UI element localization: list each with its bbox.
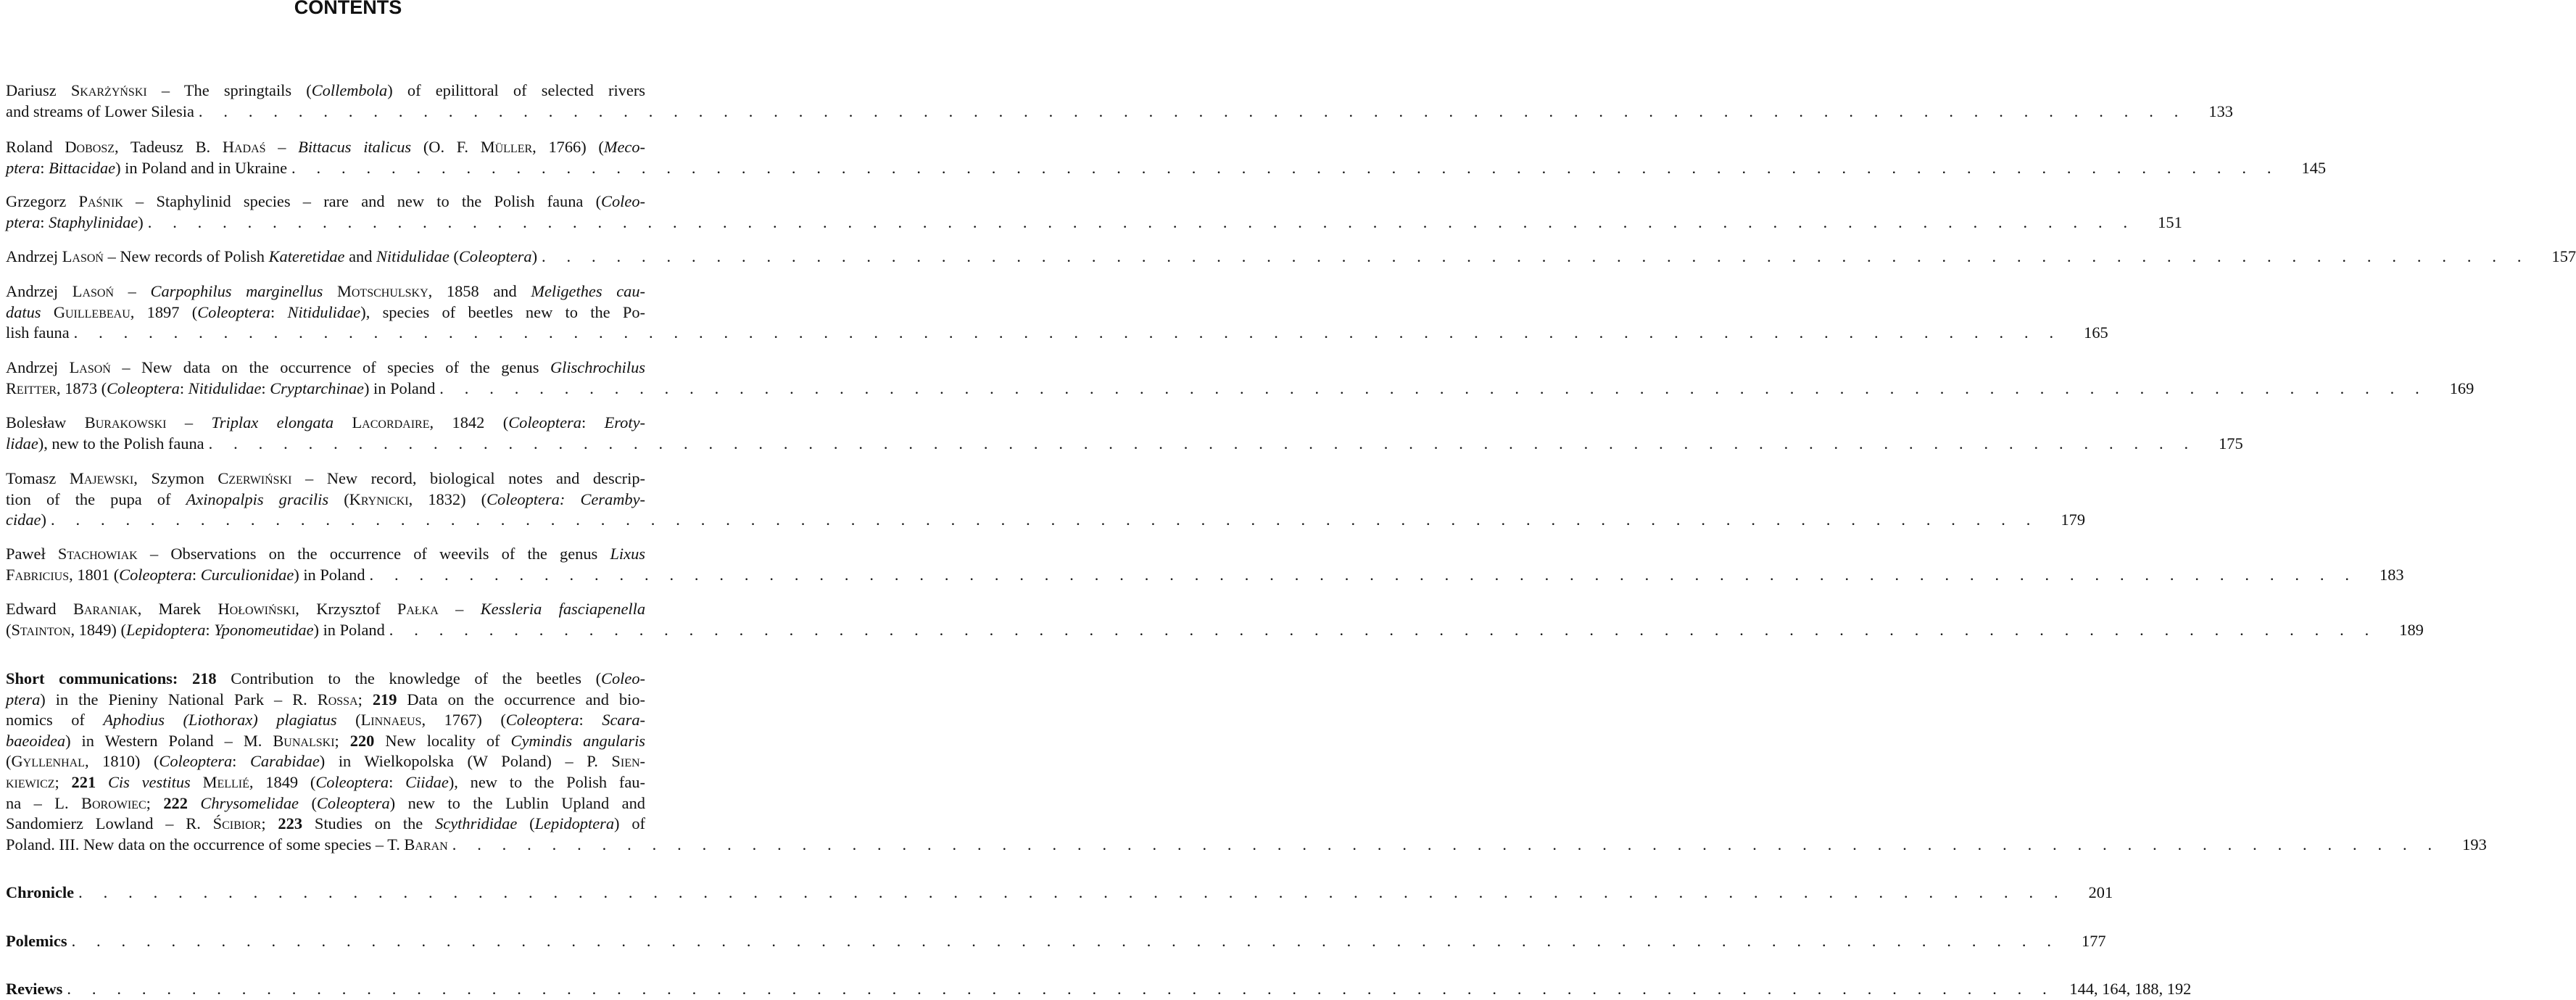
author-name: Rossa xyxy=(317,690,358,708)
author-name: Baran xyxy=(404,835,448,854)
bold-text: Chronicle xyxy=(6,883,75,901)
entry-last-line xyxy=(6,565,2404,586)
bold-text: 222 xyxy=(163,793,188,812)
author-name: Pałka xyxy=(397,600,439,618)
toc-entry[interactable] xyxy=(6,931,2106,952)
entry-text xyxy=(6,102,194,123)
author-name: Müller xyxy=(480,138,533,156)
page-number: 179 xyxy=(2061,511,2086,529)
entry-text: ), new to the Polish fau- xyxy=(448,772,645,791)
author-name: Hadaś xyxy=(222,138,266,156)
entry-last-line xyxy=(6,158,2327,179)
entry-text: – xyxy=(166,413,212,431)
taxon-text: Nitidulidae xyxy=(376,247,450,265)
taxon-text: Coleoptera xyxy=(107,379,180,397)
entry-text: , Krzysztof xyxy=(295,600,397,618)
page-number: 133 xyxy=(2208,102,2233,120)
entry-text: ( xyxy=(6,620,12,639)
author-name: Lasoń xyxy=(72,282,115,300)
taxon-text: Coleoptera xyxy=(458,247,532,265)
entry-text: lish fauna xyxy=(6,323,70,342)
entry-text: tion of the pupa of xyxy=(6,489,186,508)
entry-text xyxy=(6,434,204,455)
page-number: 201 xyxy=(2088,883,2113,901)
entry-text: , Marek xyxy=(137,600,218,618)
author-name: Burakowski xyxy=(84,413,167,431)
author-name: Baraniak xyxy=(73,600,138,618)
dot-leader: . . . . . . . . . . . . . . . . . . . . . . . . . . . . . . . . . . . . . . . . . . . . . . . . . . . . . . . . . . . . . . . . . . . . . . . . . . . . . . . . xyxy=(542,247,2530,265)
author-name: Dobosz xyxy=(65,138,115,156)
taxon-text: Ciidae xyxy=(405,772,449,791)
entry-text: Data on the occurrence and bio- xyxy=(397,690,645,708)
taxon-text: Coleoptera xyxy=(197,302,270,321)
entry-text: and xyxy=(344,247,376,265)
entry-text xyxy=(188,794,200,812)
taxon-text: Coleoptera xyxy=(119,565,192,584)
entry-text: ( xyxy=(328,489,349,508)
entry-text: Paweł xyxy=(6,545,58,563)
dot-leader: . . . . . . . . . . . . . . . . . . . . . . . . . . . . . . . . . . . . . . . . . . . . . . . . . . . . . . . . . . . . . . . . . . . . . . . . . . . . . . . . xyxy=(73,323,2062,342)
entry-text: : xyxy=(579,711,602,730)
entry-text: , Tadeusz B. xyxy=(115,138,223,156)
dot-leader: . . . . . . . . . . . . . . . . . . . . . . . . . . . . . . . . . . . . . . . . . . . . . . . . . . . . . . . . . . . . . . . . . . . . . . . . . . . . . . . . xyxy=(78,883,2067,901)
entry-last-line xyxy=(6,247,2576,268)
taxon-text: Carabidae xyxy=(249,752,320,771)
taxon-text: Collembola xyxy=(311,81,388,99)
bold-text: Reviews xyxy=(6,980,63,998)
toc-entry[interactable] xyxy=(6,247,2576,268)
taxon-text: Bittacus italicus xyxy=(298,138,412,156)
entry-text xyxy=(6,883,74,904)
page-number: 189 xyxy=(2399,620,2424,639)
author-name: Skarżyński xyxy=(70,81,147,99)
entry-text: , 1767) ( xyxy=(421,711,506,730)
entry-text: and streams of Lower Silesia xyxy=(6,102,194,120)
entry-text: Roland xyxy=(6,138,65,156)
author-name: Czerwiński xyxy=(218,469,292,487)
dot-leader: . . . . . . . . . . . . . . . . . . . . . . . . . . . . . . . . . . . . . . . . . . . . . . . . . . . . . . . . . . . . . . . . . . . . . . . . . . . . . . . . xyxy=(147,212,2136,231)
entry-text xyxy=(6,931,67,952)
toc-entry[interactable] xyxy=(6,358,2474,399)
toc-entry[interactable] xyxy=(6,413,2243,454)
toc-entry[interactable] xyxy=(6,544,2404,585)
entry-text: – xyxy=(114,282,151,300)
bold-text: 220 xyxy=(349,731,375,750)
entry-last-line xyxy=(6,102,2233,123)
dot-leader: . . . . . . . . . . . . . . . . . . . . . . . . . . . . . . . . . . . . . . . . . . . . . . . . . . . . . . . . . . . . . . . . . . . . . . . . . . . . . . . . xyxy=(452,835,2440,854)
entry-text: , 1766) ( xyxy=(532,138,604,156)
page-number: 157 xyxy=(2551,247,2576,265)
author-name: Ścibior xyxy=(212,814,262,833)
entry-text: Andrzej xyxy=(6,358,70,376)
entry-line xyxy=(6,80,645,102)
taxon-text: lidae xyxy=(6,434,38,453)
entry-text: ) in the Pieniny National Park – R. xyxy=(40,690,318,708)
entry-text: ) in Western Poland – M. xyxy=(65,731,273,750)
entry-text: ( xyxy=(517,814,535,833)
entry-text xyxy=(6,620,385,641)
author-name: Reitter xyxy=(6,379,57,397)
entry-text: – New record, biological notes and descrip- xyxy=(291,469,646,487)
entry-text xyxy=(6,247,537,268)
entry-text xyxy=(6,323,70,344)
taxon-text: Scythrididae xyxy=(435,814,518,833)
taxon-text: ptera xyxy=(6,158,41,177)
entry-text: – Observations on the occurrence of weevils of the genus xyxy=(137,545,610,563)
taxon-text: Coleoptera xyxy=(316,793,390,812)
entry-last-line xyxy=(6,379,2474,400)
dot-leader: . . . . . . . . . . . . . . . . . . . . . . . . . . . . . . . . . . . . . . . . . . . . . . . . . . . . . . . . . . . . . . . . . . . . . . . . . . . . . . . . xyxy=(71,932,2060,950)
taxon-text: ptera xyxy=(6,212,41,231)
entry-text: ) in Poland and in Ukraine xyxy=(115,158,288,177)
entry-line xyxy=(6,468,645,489)
author-name: Linnaeus xyxy=(360,711,422,730)
dot-leader: . . . . . . . . . . . . . . . . . . . . . . . . . . . . . . . . . . . . . . . . . . . . . . . . . . . . . . . . . . . . . . . . . . . . . . . . . . . . . . . . xyxy=(439,379,2428,397)
entry-text: Dariusz xyxy=(6,81,71,99)
entry-text: ; xyxy=(334,731,350,750)
toc-entry[interactable] xyxy=(6,883,2113,904)
page-number: 145 xyxy=(2301,158,2327,177)
author-name: Stainton xyxy=(11,620,71,639)
entry-text: ) in Poland xyxy=(364,379,436,397)
entry-text: ), new to the Polish fauna xyxy=(38,434,204,453)
author-name: Hołowiński xyxy=(218,600,296,618)
entry-text: na – L. xyxy=(6,793,82,812)
toc-entry[interactable] xyxy=(6,137,2327,178)
entry-text xyxy=(191,773,203,791)
entry-last-line xyxy=(6,212,2182,234)
entry-text: Andrzej xyxy=(6,247,62,265)
author-name: Fabricius xyxy=(6,565,70,584)
dot-leader: . . . . . . . . . . . . . . . . . . . . . . . . . . . . . . . . . . . . . . . . . . . . . . . . . . . . . . . . . . . . . . . . . . . . . . . . . . . . . . . . xyxy=(67,980,2055,998)
dot-leader: . . . . . . . . . . . . . . . . . . . . . . . . . . . . . . . . . . . . . . . . . . . . . . . . . . . . . . . . . . . . . . . . . . . . . . . . . . . . . . . . xyxy=(198,102,2187,120)
entry-text: , 1842 ( xyxy=(429,413,509,431)
entry-text: ), species of beetles new to the Po- xyxy=(360,302,645,321)
entry-text: ( xyxy=(6,752,12,771)
taxon-text: Cis vestitus xyxy=(107,772,191,791)
taxon-text: Coleo- xyxy=(601,192,645,210)
entry-line xyxy=(6,751,645,772)
entry-text: : xyxy=(270,302,288,321)
taxon-text: Yponomeutidae xyxy=(214,620,314,639)
taxon-text: Kessleria fasciapenella xyxy=(480,600,646,618)
author-name: kiewicz xyxy=(6,772,55,791)
entry-text: , 1801 ( xyxy=(69,565,120,584)
entry-last-line xyxy=(6,931,2106,952)
entry-text: : xyxy=(40,158,49,177)
entry-last-line xyxy=(6,434,2243,455)
taxon-text: Chrysomelidae xyxy=(200,793,299,812)
entry-line xyxy=(6,814,645,835)
entry-text: – New records of Polish xyxy=(103,247,269,265)
taxon-text: Meligethes cau- xyxy=(531,282,645,300)
taxon-text: Kateretidae xyxy=(268,247,345,265)
entry-last-line xyxy=(6,323,2108,344)
author-name: Paśnik xyxy=(78,192,123,210)
taxon-text: cidae xyxy=(6,511,41,529)
entry-text: ; xyxy=(357,690,373,708)
entry-text: Andrzej xyxy=(6,282,73,300)
entry-line xyxy=(6,413,645,434)
entry-text: ( xyxy=(336,711,361,730)
entry-text: – New data on the occurrence of species of the genus xyxy=(110,358,550,376)
entry-text: ) in Poland xyxy=(294,565,365,584)
dot-leader: . . . . . . . . . . . . . . . . . . . . . . . . . . . . . . . . . . . . . . . . . . . . . . . . . . . . . . . . . . . . . . . . . . . . . . . . . . . . . . . . xyxy=(369,565,2358,584)
entry-line xyxy=(6,358,645,379)
entry-text xyxy=(6,565,365,586)
entry-text: ( xyxy=(298,793,317,812)
entry-last-line xyxy=(6,979,2192,1000)
entry-line xyxy=(6,281,645,302)
entry-text: – Staphylinid species – rare and new to the Polish fauna ( xyxy=(123,192,602,210)
entry-line xyxy=(6,191,645,212)
entry-text: Edward xyxy=(6,600,73,618)
entry-text: : xyxy=(261,379,270,397)
author-name: Stachowiak xyxy=(57,545,138,563)
entry-text: : xyxy=(581,413,605,431)
bold-text: Polemics xyxy=(6,932,67,950)
taxon-text: Staphylinidae xyxy=(49,212,138,231)
taxon-text: Bittacidae xyxy=(49,158,116,177)
entry-text: Sandomierz Lowland – R. xyxy=(6,814,213,833)
taxon-text: Meco- xyxy=(603,138,646,156)
taxon-text: Aphodius (Liothorax) plagiatus xyxy=(103,711,337,730)
taxon-text: Coleoptera xyxy=(315,772,389,791)
entry-text: : xyxy=(232,752,250,771)
entry-text xyxy=(334,413,352,431)
entry-text xyxy=(6,510,46,531)
entry-text: (O. F. xyxy=(411,138,481,156)
entry-text: , 1858 and xyxy=(428,282,531,300)
entry-text: nomics of xyxy=(6,711,104,730)
entry-text xyxy=(6,979,62,1000)
toc-entry[interactable] xyxy=(6,191,2182,233)
entry-text: , 1849 ( xyxy=(249,772,316,791)
author-name: Borowiec xyxy=(81,793,146,812)
author-name: Majewski xyxy=(69,469,134,487)
toc-entry[interactable] xyxy=(6,979,2192,1000)
entry-text: ) new to the Lublin Upland and xyxy=(389,793,645,812)
entry-text: ) in Wielkopolska (W Poland) – P. xyxy=(319,752,612,771)
entry-text: ) in Poland xyxy=(313,620,385,639)
entry-line xyxy=(6,710,645,731)
page-title: CONTENTS xyxy=(294,0,402,18)
taxon-text: datus xyxy=(6,302,41,321)
author-name: Lasoń xyxy=(62,247,104,265)
bold-text: 223 xyxy=(278,814,303,833)
entry-text: Poland. III. New data on the occurrence of some species – T. xyxy=(6,835,405,854)
taxon-text: Scara- xyxy=(602,711,645,730)
entry-last-line xyxy=(6,510,2086,531)
page-number: 183 xyxy=(2380,565,2404,584)
entry-text xyxy=(96,773,108,791)
page-number: 165 xyxy=(2084,323,2108,342)
taxon-text: Axinopalpis gracilis xyxy=(186,489,329,508)
entry-line xyxy=(6,544,645,565)
taxon-text: Coleoptera xyxy=(508,413,581,431)
entry-text: ) xyxy=(138,212,144,231)
page-number: 169 xyxy=(2449,379,2474,397)
taxon-text: ptera xyxy=(6,690,41,708)
entry-text: ) of epilittoral of selected rivers xyxy=(387,81,645,99)
taxon-text: Eroty- xyxy=(604,413,645,431)
entry-text: , 1897 ( xyxy=(130,302,198,321)
dot-leader: . . . . . . . . . . . . . . . . . . . . . . . . . . . . . . . . . . . . . . . . . . . . . . . . . . . . . . . . . . . . . . . . . . . . . . . . . . . . . . . . xyxy=(291,158,2280,177)
taxon-text: Lepidoptera xyxy=(534,814,615,833)
toc-entry[interactable] xyxy=(6,468,2086,531)
taxon-text: Curculionidae xyxy=(200,565,294,584)
dot-leader: . . . . . . . . . . . . . . . . . . . . . . . . . . . . . . . . . . . . . . . . . . . . . . . . . . . . . . . . . . . . . . . . . . . . . . . . . . . . . . . . xyxy=(50,511,2039,529)
author-name: Lasoń xyxy=(69,358,111,376)
entry-text xyxy=(6,158,287,179)
entry-text: , 1832) ( xyxy=(408,489,487,508)
entry-text: Grzegorz xyxy=(6,192,79,210)
entry-text: : xyxy=(389,772,406,791)
entry-last-line xyxy=(6,620,2424,641)
entry-text xyxy=(6,379,435,400)
dot-leader: . . . . . . . . . . . . . . . . . . . . . . . . . . . . . . . . . . . . . . . . . . . . . . . . . . . . . . . . . . . . . . . . . . . . . . . . . . . . . . . . xyxy=(389,620,2377,639)
entry-text: ; xyxy=(54,772,72,791)
entry-text xyxy=(323,282,337,300)
entry-line xyxy=(6,302,645,323)
author-name: Krynicki xyxy=(349,489,409,508)
entry-line xyxy=(6,137,645,158)
entry-text: Studies on the xyxy=(302,814,436,833)
taxon-text: Nitidulidae xyxy=(287,302,361,321)
entry-text: : xyxy=(205,620,215,639)
entry-text: , Szymon xyxy=(133,469,218,487)
page-number: 175 xyxy=(2219,434,2243,453)
bold-text: 221 xyxy=(71,772,96,791)
entry-line xyxy=(6,772,645,793)
entry-text: – xyxy=(438,600,481,618)
taxon-text: baeoidea xyxy=(6,731,66,750)
toc-entry[interactable] xyxy=(6,80,2233,122)
entry-text: : xyxy=(179,379,189,397)
taxon-text: Carpophilus marginellus xyxy=(150,282,323,300)
taxon-text: Cryptarchinae xyxy=(270,379,364,397)
taxon-text: Nitidulidae xyxy=(188,379,262,397)
taxon-text: Lixus xyxy=(610,545,645,563)
taxon-text: Glischrochilus xyxy=(550,358,645,376)
taxon-text: Cymindis angularis xyxy=(510,731,645,750)
author-name: Bunalski xyxy=(273,731,335,750)
entry-text: ) xyxy=(41,511,46,529)
entry-text: ; xyxy=(146,793,164,812)
entry-text: , 1849) ( xyxy=(70,620,126,639)
toc-entry[interactable] xyxy=(6,669,2487,855)
entry-text: : xyxy=(40,212,49,231)
page-number: 144, 164, 188, 192 xyxy=(2069,980,2192,998)
entry-text xyxy=(6,212,144,234)
entry-text: Tomasz xyxy=(6,469,70,487)
entry-text: ( xyxy=(449,247,459,265)
entry-last-line xyxy=(6,835,2487,856)
entry-line xyxy=(6,793,645,814)
entry-text: ) of xyxy=(614,814,646,833)
toc-entry[interactable] xyxy=(6,599,2424,640)
author-name: Lacordaire xyxy=(352,413,430,431)
taxon-text: Coleo- xyxy=(601,669,645,687)
entry-text: New locality of xyxy=(374,731,511,750)
entry-last-line xyxy=(6,883,2113,904)
author-name: Sien- xyxy=(611,752,645,771)
taxon-text: Coleoptera: Ceramby- xyxy=(486,489,645,508)
dot-leader: . . . . . . . . . . . . . . . . . . . . . . . . . . . . . . . . . . . . . . . . . . . . . . . . . . . . . . . . . . . . . . . . . . . . . . . . . . . . . . . . xyxy=(208,434,2197,453)
page-number: 151 xyxy=(2158,212,2182,231)
entry-line xyxy=(6,669,645,690)
taxon-text: Coleoptera xyxy=(505,711,579,730)
author-name: Motschulsky xyxy=(336,282,428,300)
entry-text: , 1873 ( xyxy=(57,379,107,397)
page-number: 193 xyxy=(2462,835,2487,854)
entry-text xyxy=(41,303,54,321)
entry-line xyxy=(6,731,645,752)
page-number: 177 xyxy=(2082,932,2106,950)
entry-text: – The springtails ( xyxy=(146,81,312,99)
bold-text: 219 xyxy=(372,690,397,708)
entry-line xyxy=(6,690,645,711)
taxon-text: Lepidoptera xyxy=(125,620,206,639)
entry-text: Contribution to the knowledge of the beetles ( xyxy=(216,669,602,687)
entry-text: ; xyxy=(261,814,278,833)
entry-text: Bolesław xyxy=(6,413,85,431)
entry-text: ) xyxy=(531,247,538,265)
entry-line xyxy=(6,489,645,511)
taxon-text: Coleoptera xyxy=(159,752,233,771)
taxon-text: Triplax elongata xyxy=(211,413,334,431)
entry-line xyxy=(6,599,645,620)
entry-text: , 1810) ( xyxy=(84,752,160,771)
entry-text: – xyxy=(265,138,299,156)
author-name: Mellié xyxy=(202,772,249,791)
entry-text xyxy=(6,835,448,856)
bold-text: Short communications: 218 xyxy=(6,669,217,687)
author-name: Gyllenhal xyxy=(11,752,85,771)
author-name: Guillebeau xyxy=(53,302,131,321)
entry-text: : xyxy=(191,565,201,584)
toc-entry[interactable] xyxy=(6,281,2108,344)
